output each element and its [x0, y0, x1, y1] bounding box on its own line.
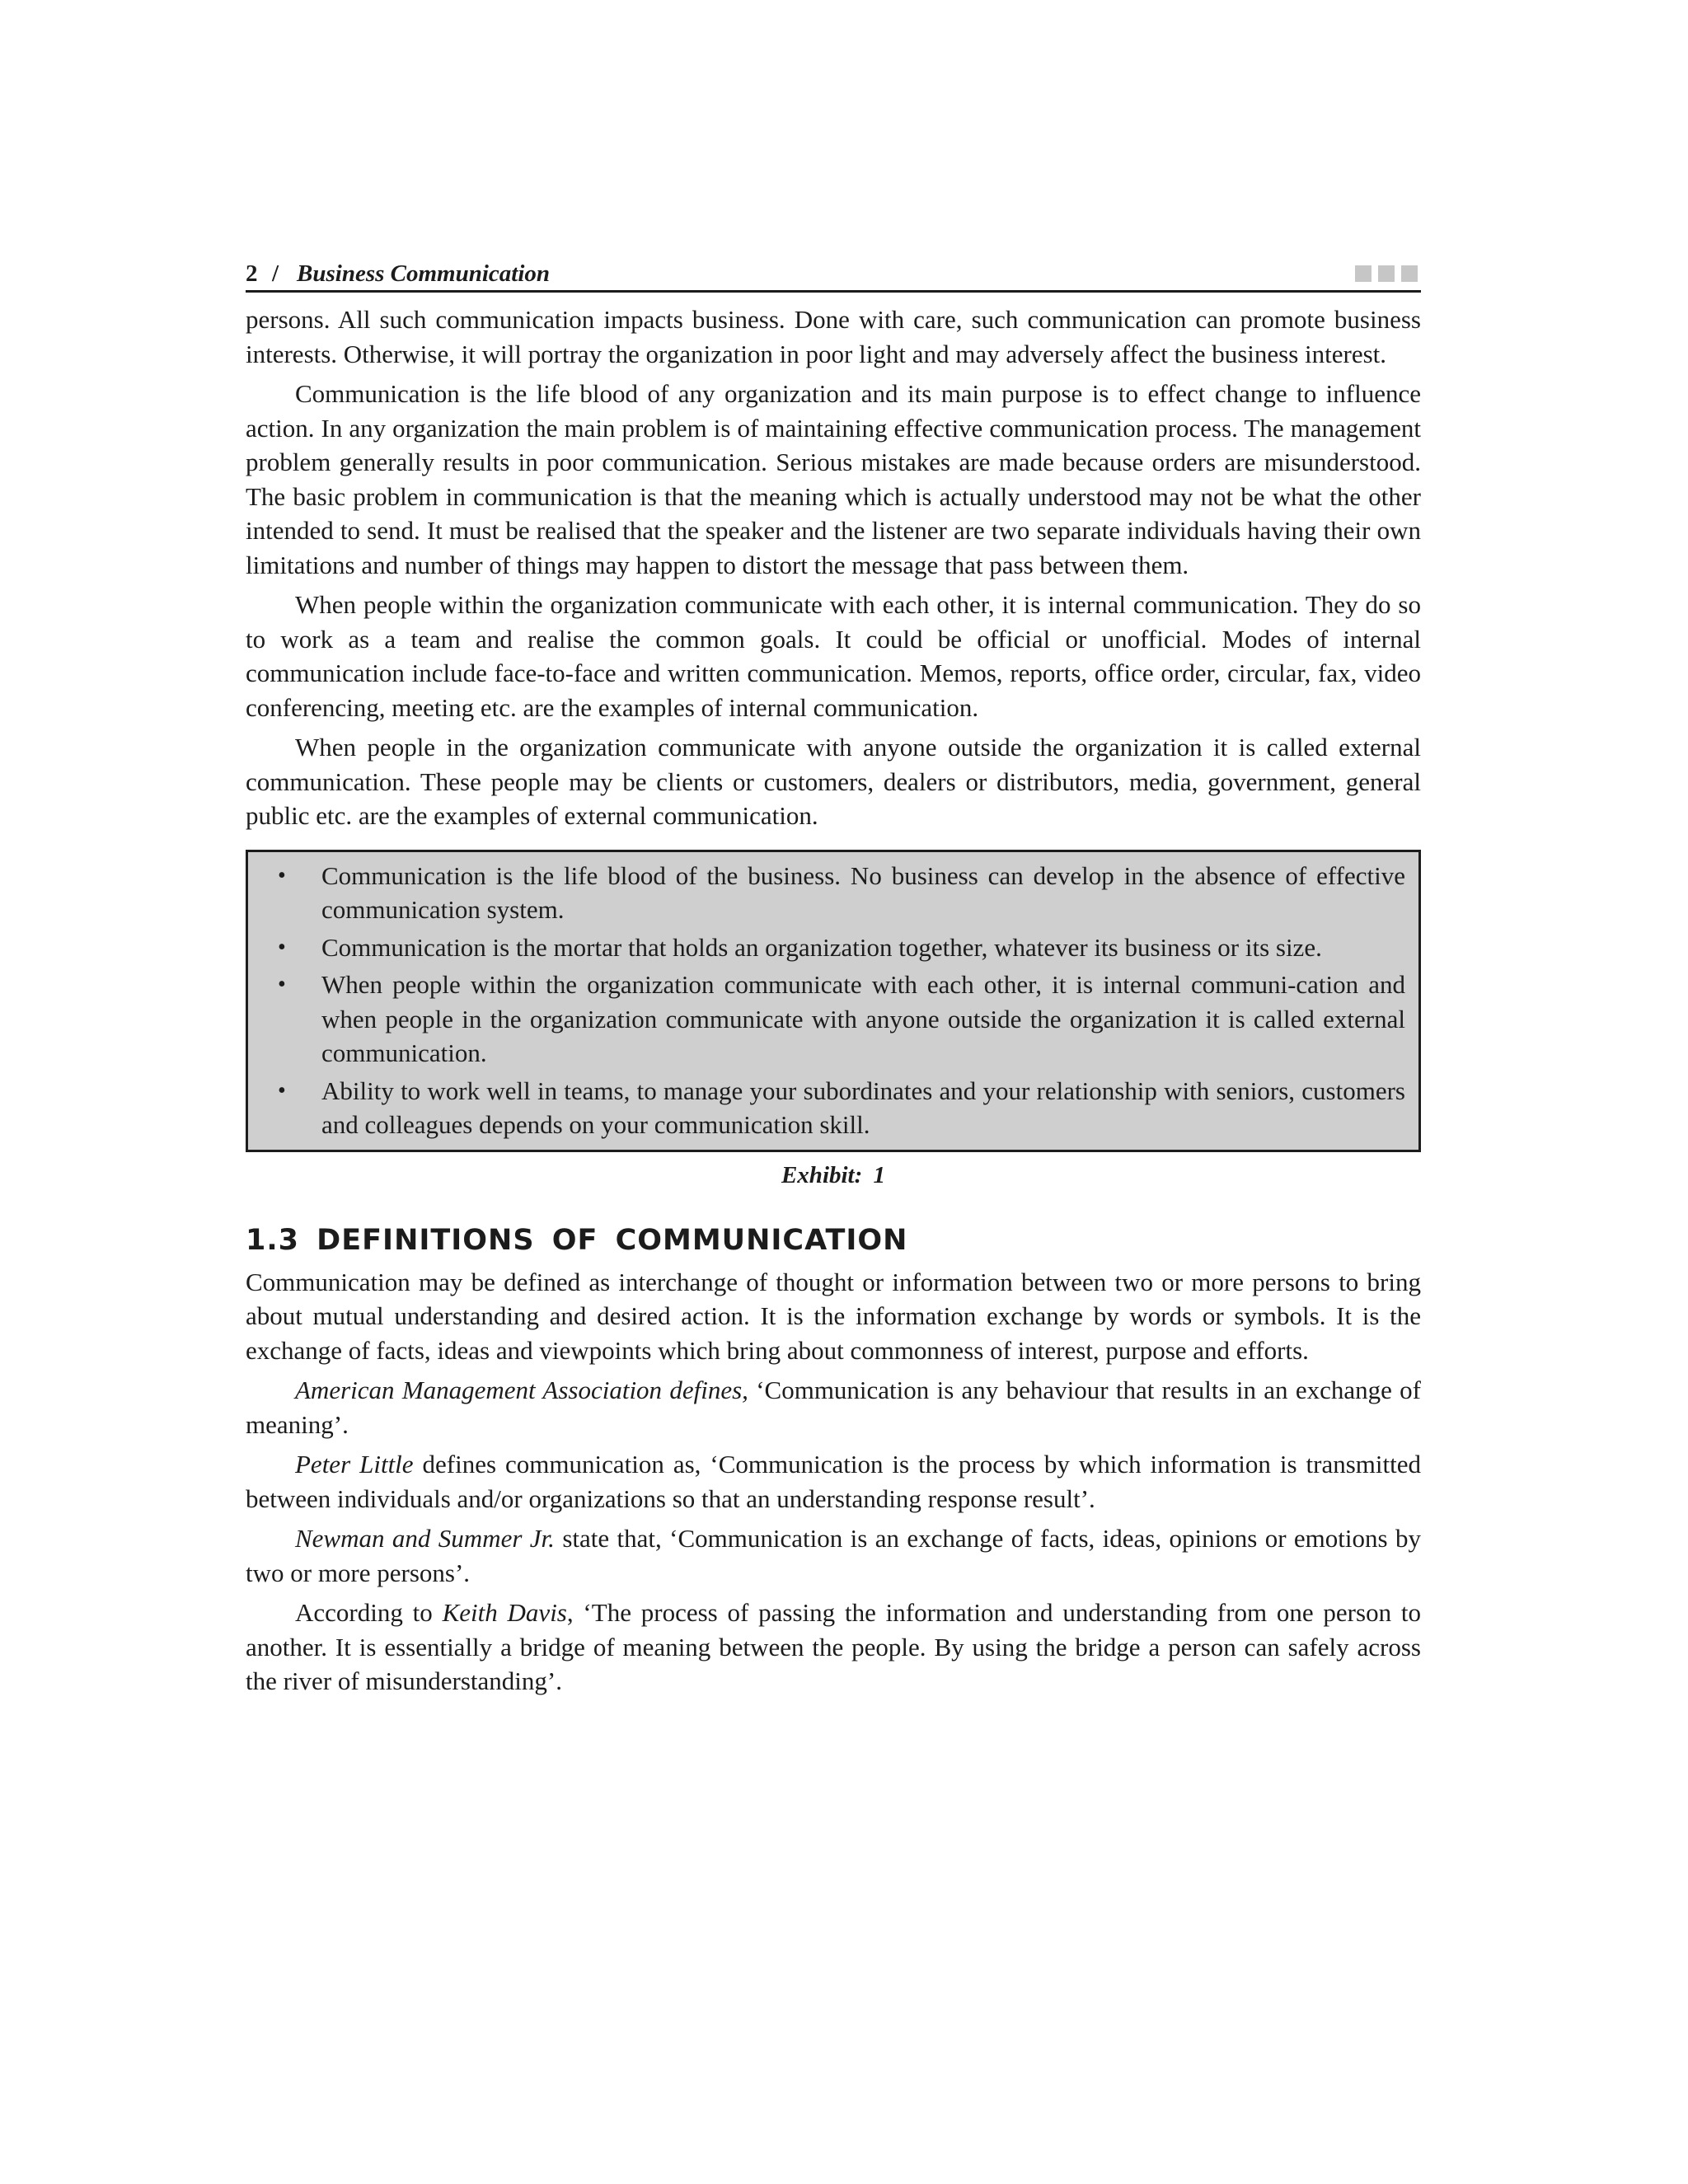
definition-paragraph — [246, 1447, 1421, 1516]
bullet-text: Communication is the life blood of the business. No business can develop in the absence of effective communication system. — [321, 860, 1405, 924]
exhibit-caption: Exhibit: 1 — [781, 1161, 886, 1188]
definition-author: Keith Davis — [442, 1598, 567, 1627]
definition-author: Peter Little — [295, 1450, 414, 1479]
definition-text: ‘Communication is any behaviour that results in an exchange of meaning’. — [246, 1376, 1421, 1439]
decoration-square — [1378, 265, 1395, 282]
definition-text: state that, ‘Communication is an exchange of facts, ideas, opinions or emotions by two or more persons’. — [246, 1524, 1421, 1587]
definition-author: American Management Association defines, — [295, 1376, 748, 1404]
book-page — [246, 257, 1421, 1704]
definition-author: Newman and Summer Jr. — [295, 1524, 555, 1553]
bullet-icon: • — [278, 862, 286, 888]
definition-paragraph — [246, 1373, 1421, 1441]
body-text — [246, 302, 1421, 833]
exhibit-bullet-item — [261, 1074, 1405, 1142]
paragraph: When people in the organization communicate with anyone outside the organization it is called external communication. These people may be clients or customers, dealers or distributors, media, government, general public etc. are the examples of external communication. — [246, 733, 1421, 830]
page-number: 2 — [246, 260, 258, 287]
decoration-square — [1355, 265, 1372, 282]
definition-paragraph — [246, 1521, 1421, 1590]
section-heading: 1.3 DEFINITIONS OF COMMUNICATION — [246, 1223, 908, 1257]
definition-text: defines communication as, ‘Communication is the process by which information is transmitted between individuals and/or organizations so that an understanding response result’. — [246, 1450, 1421, 1513]
header-decoration-squares — [1355, 265, 1418, 282]
paragraph: Communication is the life blood of any organization and its main purpose is to effect change to influence action. In any organization the main problem is of maintaining effective communication process. The management problem generally results in poor communication. Serious mistakes are made because orders are misunderstood. The basic problem in communication is that the meaning which is actually understood may not be what the other intended to send. It must be realised that the speaker and the listener are two separate individuals having their own limitations and number of things may happen to distort the message that pass between them. — [246, 379, 1421, 579]
section-intro: Communication may be defined as interchange of thought or information between two or more persons to bring about mutual understanding and desired action. It is the information exchange by words or symbols. It is the exchange of facts, ideas and viewpoints which bring about commonness of interest, purpose and efforts. — [246, 1267, 1421, 1365]
running-header — [246, 257, 1421, 293]
bullet-text: Communication is the mortar that holds an organization together, whatever its business or its size. — [321, 932, 1322, 962]
header-separator: / — [272, 260, 279, 287]
book-title: Business Communication — [297, 260, 551, 287]
exhibit-bullet-item — [261, 968, 1405, 1071]
exhibit-bullet-item — [261, 930, 1405, 965]
bullet-text: Ability to work well in teams, to manage your subordinates and your relationship with seniors, customers and colleagues depends on your communication skill. — [321, 1076, 1405, 1139]
exhibit-bullet-item — [261, 859, 1405, 927]
bullet-text: When people within the organization communicate with each other, it is internal communi-cation and when people in the organization communicate with anyone outside the organization it is called external communication. — [321, 970, 1405, 1067]
bullet-icon: • — [278, 934, 286, 960]
decoration-square — [1401, 265, 1418, 282]
paragraph: When people within the organization communicate with each other, it is internal communication. They do so to work as a team and realise the common goals. It could be official or unofficial. Modes of internal communication include face-to-face and written communication. Memos, reports, office order, circular, fax, video conferencing, meeting etc. are the examples of internal communication. — [246, 590, 1421, 722]
bullet-icon: • — [278, 972, 286, 997]
definition-prefix: According to — [295, 1598, 443, 1627]
definition-paragraph — [246, 1596, 1421, 1699]
definition-text: , ‘The process of passing the information and understanding from one person to another. It is essentially a bridge of meaning between the people. By using the bridge a person can safely across the river of misunderstanding’. — [246, 1598, 1421, 1695]
exhibit-box — [246, 850, 1421, 1152]
exhibit-bullet-list — [261, 859, 1405, 1142]
paragraph-continued: persons. All such communication impacts business. Done with care, such communication can promote business interests. Otherwise, it will portray the organization in poor light and may adversely affect the business interest. — [246, 305, 1421, 368]
bullet-icon: • — [278, 1077, 286, 1104]
